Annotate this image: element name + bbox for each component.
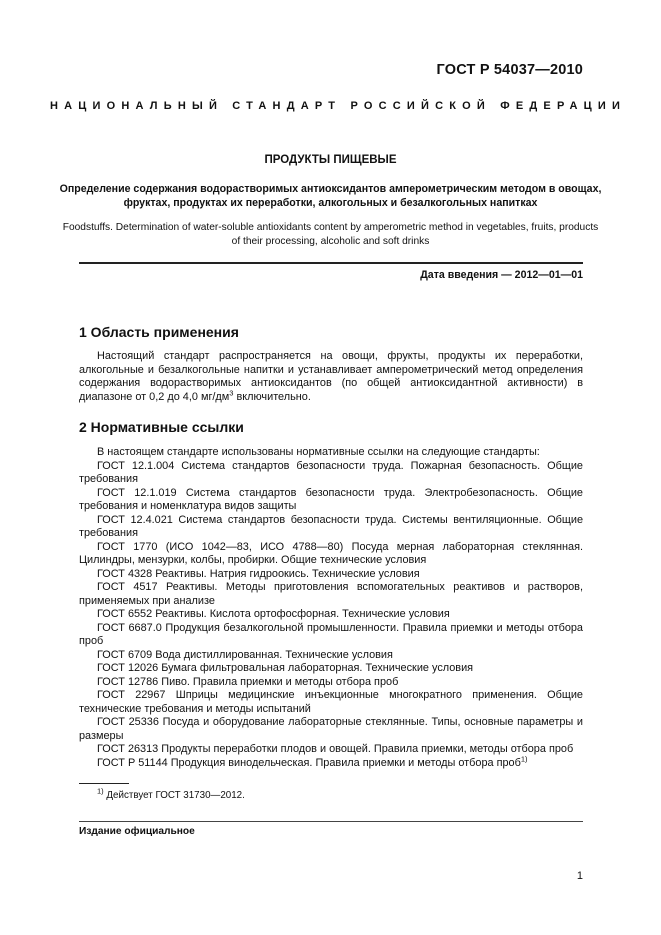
- reference-item: ГОСТ 12026 Бумага фильтровальная лабораторная. Технические условия: [97, 662, 474, 674]
- english-title: Foodstuffs. Determination of water-soluble antioxidants content by amperometric method in vegetables, fruits, products of their processing, alcoholic and soft drinks: [62, 222, 599, 247]
- document-subtitle: Определение содержания водорастворимых антиоксидантов амперометрическим методом в овощах, фруктах, продуктах их переработки, алкогольных и безалкогольных напитках: [59, 183, 602, 209]
- scope-text: Настоящий стандарт распространяется на овощи, фрукты, продукты их переработки, алкогольные и безалкогольные напитки и устанавливает амперометрический метод определения содержания водорастворимых антиоксидантов (по общей антиоксидантной активности) в диапазоне от 0,2 до 4,0 мг/дм: [79, 350, 583, 403]
- reference-item: ГОСТ 12.4.021 Система стандартов безопасности труда. Системы вентиляционные. Общие требования: [79, 513, 583, 539]
- reference-item: ГОСТ 6552 Реактивы. Кислота ортофосфорная. Технические условия: [97, 608, 450, 620]
- footnote-text: Действует ГОСТ 31730—2012.: [106, 790, 245, 801]
- reference-item: ГОСТ 22967 Шприцы медицинские инъекционные многократного применения. Общие технические требования и методы испытаний: [79, 689, 583, 715]
- reference-item: ГОСТ 4328 Реактивы. Натрия гидроокись. Технические условия: [97, 567, 420, 580]
- section-2-body: [79, 446, 583, 770]
- reference-item: ГОСТ 6709 Вода дистиллированная. Технические условия: [97, 648, 393, 661]
- footnote-rule: [79, 783, 129, 784]
- intro-date: Дата введения — 2012—01—01: [420, 269, 583, 281]
- reference-item-last: [79, 753, 583, 771]
- reference-item: ГОСТ 12786 Пиво. Правила приемки и методы отбора проб: [97, 675, 399, 688]
- section-1-heading: 1 Область применения: [79, 324, 239, 340]
- reference-item: ГОСТ 12.1.019 Система стандартов безопасности труда. Электробезопасность. Общие требования и номенклатура видов защиты: [79, 486, 583, 512]
- title-divider: [79, 262, 583, 264]
- scope-paragraph: [79, 350, 583, 404]
- document-title: ПРОДУКТЫ ПИЩЕВЫЕ: [264, 154, 397, 166]
- unit-superscript: 3: [229, 387, 234, 397]
- footnote-marker: 1): [97, 786, 104, 796]
- page-number: 1: [576, 870, 583, 882]
- references-list: [79, 460, 583, 757]
- section-2-heading: 2 Нормативные ссылки: [79, 419, 244, 435]
- national-standard-banner: НАЦИОНАЛЬНЫЙ СТАНДАРТ РОССИЙСКОЙ ФЕДЕРАЦИИ: [50, 100, 627, 112]
- reference-item: ГОСТ 26313 Продукты переработки плодов и овощей. Правила приемки, методы отбора проб: [97, 743, 574, 755]
- reference-item: ГОСТ 4517 Реактивы. Методы приготовления вспомогательных реактивов и растворов, применяемых при анализе: [79, 581, 583, 607]
- footnote-ref-marker: 1): [520, 753, 528, 763]
- reference-last-text: ГОСТ Р 51144 Продукция винодельческая. Правила приемки и методы отбора проб: [97, 756, 521, 769]
- reference-item: ГОСТ 12.1.004 Система стандартов безопасности труда. Пожарная безопасность. Общие требования: [79, 459, 583, 485]
- gost-code: ГОСТ Р 54037—2010: [436, 62, 583, 78]
- scope-text-end: включительно.: [233, 390, 311, 403]
- references-intro: В настоящем стандарте использованы нормативные ссылки на следующие стандарты:: [97, 446, 540, 458]
- footnote: [79, 786, 245, 801]
- reference-item: ГОСТ 25336 Посуда и оборудование лабораторные стеклянные. Типы, основные параметры и размеры: [79, 716, 583, 742]
- section-1-body: [79, 350, 583, 404]
- edition-divider: [79, 821, 583, 822]
- reference-item: ГОСТ 1770 (ИСО 1042—83, ИСО 4788—80) Посуда мерная лабораторная стеклянная. Цилиндры, мензурки, колбы, пробирки. Общие технические условия: [79, 540, 583, 566]
- edition-label: Издание официальное: [79, 826, 195, 837]
- reference-item: ГОСТ 6687.0 Продукция безалкогольной промышленности. Правила приемки и методы отбора проб: [79, 621, 583, 647]
